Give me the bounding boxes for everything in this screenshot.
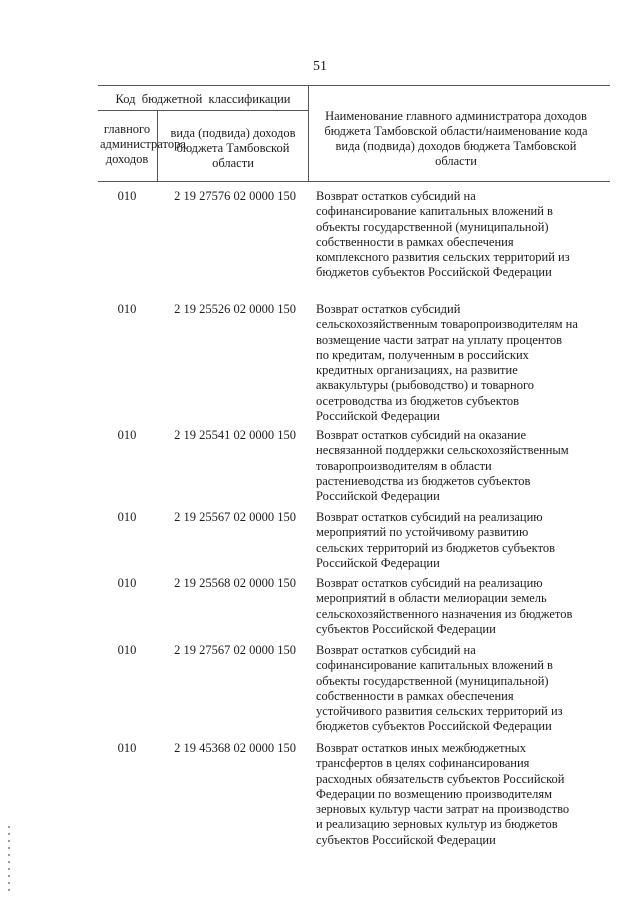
row-income-code: 2 19 25567 02 0000 150 [174,510,296,524]
row-income-code: 2 19 25568 02 0000 150 [174,576,296,590]
row-admin-code: 010 [117,510,137,524]
row-income-name: Возврат остатков субсидий сельскохозяйственным товаропроизводителям на возмещение части затрат на уплату процентов по кредитам, полученным в российских кредитных организациях, на развитие аквакультуры (рыбоводство) и товарного осетроводства из бюджетов субъектов Российской Федерации [316,302,578,424]
row-income-code: 2 19 25541 02 0000 150 [174,428,296,442]
binding-margin-mark [8,826,10,896]
row-income-name: Возврат остатков субсидий на софинансирование капитальных вложений в объекты государственной (муниципальной) собственности в рамках обеспечения устойчивого развития сельских территорий из бюджетов субъектов Российской Федерации [316,643,563,734]
row-admin-code: 010 [117,302,137,316]
row-income-name: Возврат остатков субсидий на реализацию мероприятий в области мелиорации земель сельскохозяйственного назначения из бюджетов субъектов Российской Федерации [316,576,573,636]
header-group-title: Код бюджетной классификации [115,92,291,106]
row-income-name: Возврат остатков иных межбюджетных трансфертов в целях софинансирования расходных обязательств субъектов Российской Федерации по возмещению производителям зерновых культур части затрат на производство и реализацию зерновых культур из бюджетов субъектов Российской Федерации [316,741,570,847]
row-income-code: 2 19 27567 02 0000 150 [174,643,296,657]
header-top-rule [98,85,610,86]
row-admin-code: 010 [117,576,137,590]
row-income-name: Возврат остатков субсидий на реализацию мероприятий по устойчивому развитию сельских территорий из бюджетов субъектов Российской Федерации [316,510,556,570]
row-admin-code: 010 [117,189,137,203]
header-bottom-rule [98,181,610,182]
row-income-code: 2 19 45368 02 0000 150 [174,741,296,755]
row-admin-code: 010 [117,643,137,657]
row-income-name: Возврат остатков субсидий на софинансирование капитальных вложений в объекты государственной (муниципальной) собственности в рамках обеспечения комплексного развития сельских территорий из бюджетов субъектов Российской Федерации [316,189,570,280]
header-col-code: вида (подвида) доходов бюджета Тамбовской области [170,126,296,170]
row-income-name: Возврат остатков субсидий на оказание несвязанной поддержки сельскохозяйственным товаропроизводителям в области растениеводства из бюджетов субъектов Российской Федерации [316,428,569,504]
header-group-rule [98,110,308,111]
header-col-name: Наименование главного администратора доходов бюджета Тамбовской области/наименование кода вида (подвида) доходов бюджета Тамбовской области [324,109,588,168]
header-col-admin: главного администратора доходов [100,122,186,166]
row-admin-code: 010 [117,428,137,442]
row-income-code: 2 19 25526 02 0000 150 [174,302,296,316]
row-income-code: 2 19 27576 02 0000 150 [174,189,296,203]
row-admin-code: 010 [117,741,137,755]
header-divider-code-name [308,85,309,181]
page-number: 51 [313,59,327,74]
